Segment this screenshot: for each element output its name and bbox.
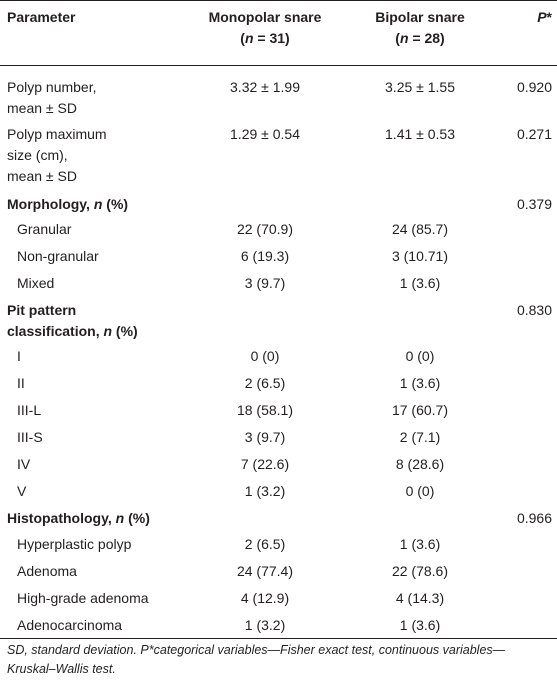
header-p: P* [537, 9, 552, 25]
bipolar-value: 1.41 ± 0.53 [385, 126, 455, 142]
monopolar-value: 6 (19.3) [240, 248, 290, 264]
top-rule [0, 0, 557, 1]
bipolar-value: 17 (60.7) [391, 402, 449, 418]
row-label: Polyp number, mean ± SD [7, 79, 97, 116]
row-label: III-L [17, 402, 42, 418]
row-label: V [17, 483, 27, 499]
monopolar-value: 3.32 ± 1.99 [230, 79, 300, 95]
bipolar-value: 3.25 ± 1.55 [385, 79, 455, 95]
bipolar-value: 1 (3.6) [399, 536, 441, 552]
header-bipolar-n: (n = 28) [395, 30, 445, 46]
header-monopolar-name: Monopolar snare [208, 9, 322, 25]
bipolar-value: 1 (3.6) [399, 617, 441, 633]
header-bipolar-name: Bipolar snare [375, 9, 465, 25]
footnote-line-2: Kruskal–Wallis test. [7, 662, 116, 676]
monopolar-value: 1.29 ± 0.54 [230, 126, 300, 142]
section-title: Pit pattern classification, n (%) [7, 302, 138, 339]
section-title: Histopathology, n (%) [7, 510, 150, 526]
p-value: 0.830 [516, 302, 552, 318]
bipolar-value: 24 (85.7) [391, 221, 449, 237]
monopolar-value: 4 (12.9) [240, 590, 290, 606]
row-label: II [17, 375, 25, 391]
row-label: Adenocarcinoma [17, 617, 123, 633]
header-bipolar [345, 7, 495, 49]
monopolar-value: 3 (9.7) [244, 275, 286, 291]
section-title: Morphology, n (%) [7, 196, 129, 212]
monopolar-value: 1 (3.2) [244, 483, 286, 499]
monopolar-value: 2 (6.5) [244, 375, 286, 391]
row-label: Polyp maximum size (cm), mean ± SD [7, 126, 107, 184]
monopolar-value: 3 (9.7) [244, 429, 286, 445]
bipolar-value: 0 (0) [405, 483, 435, 499]
row-label: Non-granular [17, 248, 99, 264]
bipolar-value: 4 (14.3) [395, 590, 445, 606]
p-value: 0.379 [516, 196, 552, 212]
bipolar-value: 0 (0) [405, 348, 435, 364]
p-value: 0.966 [516, 510, 552, 526]
footnote-line-1: SD, standard deviation. P*categorical variables—Fisher exact test, continuous variables— [7, 643, 506, 657]
table-footnote [7, 641, 552, 679]
monopolar-value: 0 (0) [250, 348, 280, 364]
bipolar-value: 1 (3.6) [399, 375, 441, 391]
row-label: IV [17, 456, 31, 472]
monopolar-value: 1 (3.2) [244, 617, 286, 633]
monopolar-value: 18 (58.1) [236, 402, 294, 418]
monopolar-value: 22 (70.9) [236, 221, 294, 237]
row-label: III-S [17, 429, 43, 445]
header-rule [0, 65, 557, 66]
header-monopolar [190, 7, 340, 49]
header-monopolar-n: (n = 31) [240, 30, 290, 46]
header-parameter: Parameter [7, 9, 76, 25]
bipolar-value: 22 (78.6) [391, 563, 449, 579]
bipolar-value: 3 (10.71) [391, 248, 449, 264]
row-label: Mixed [17, 275, 55, 291]
row-label: High-grade adenoma [17, 590, 149, 606]
p-value: 0.271 [516, 126, 552, 142]
p-value: 0.920 [516, 79, 552, 95]
row-label: Granular [17, 221, 72, 237]
row-label: Hyperplastic polyp [17, 536, 132, 552]
bottom-rule [0, 638, 557, 639]
monopolar-value: 2 (6.5) [244, 536, 286, 552]
monopolar-value: 7 (22.6) [240, 456, 290, 472]
bipolar-value: 1 (3.6) [399, 275, 441, 291]
row-label: I [17, 348, 21, 364]
row-label: Adenoma [17, 563, 77, 579]
bipolar-value: 2 (7.1) [399, 429, 441, 445]
bipolar-value: 8 (28.6) [395, 456, 445, 472]
monopolar-value: 24 (77.4) [236, 563, 294, 579]
